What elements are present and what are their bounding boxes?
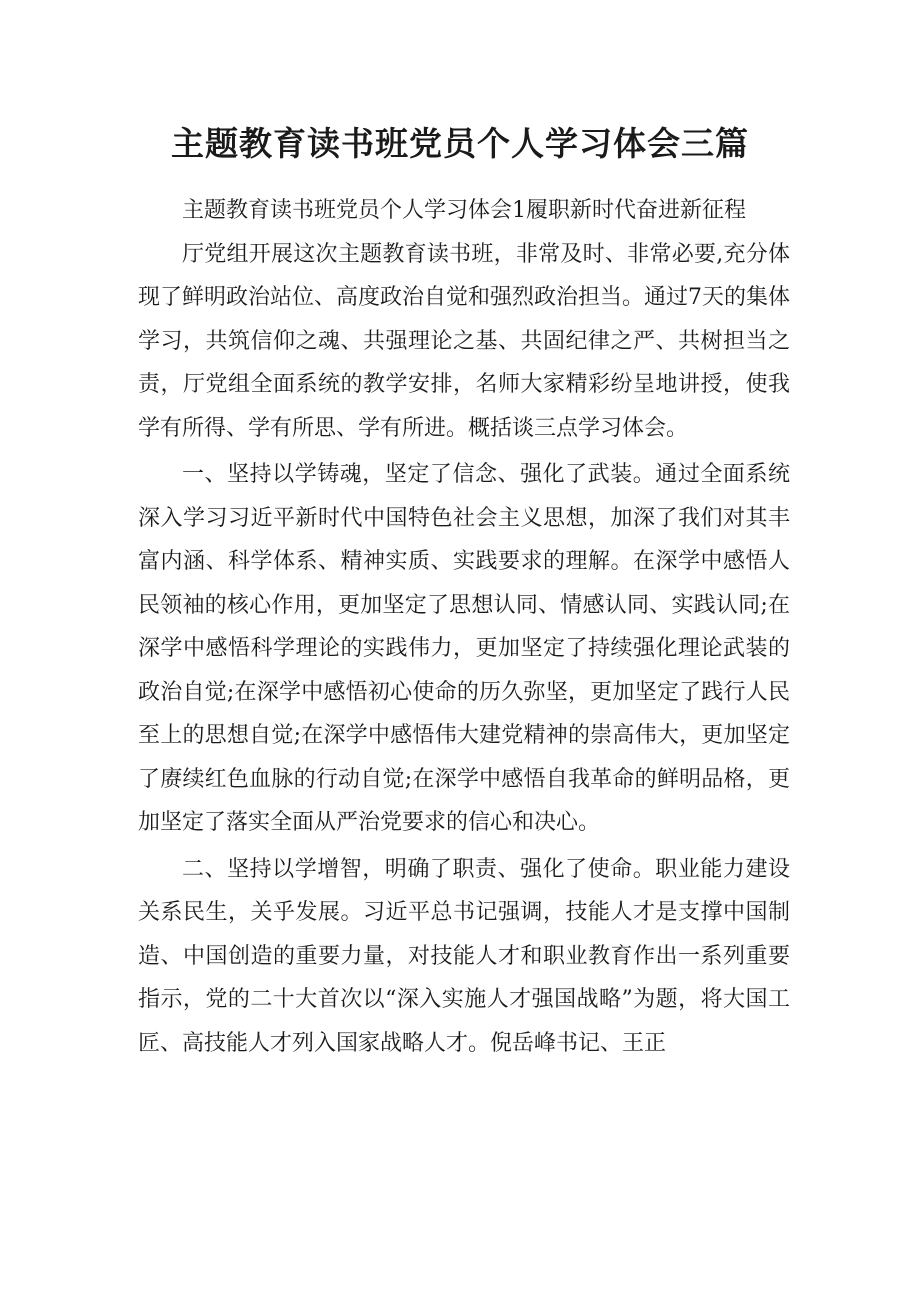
document-body — [138, 189, 790, 1065]
document-title: 主题教育读书班党员个人学习体会三篇 — [171, 124, 749, 163]
section-two-paragraph: 二、坚持以学增智，明确了职责、强化了使命。职业能力建设关系民生，关乎发展。习近平总书记强调，技能人才是支撑中国制造、中国创造的重要力量，对技能人才和职业教育作出一系列重要指示，党的二十大首次以“深入实施人才强国战略”为题，将大国工匠、高技能人才列入国家战略人才。倪岳峰书记、王正 — [138, 856, 790, 1056]
section-one-paragraph: 一、坚持以学铸魂，坚定了信念、强化了武装。通过全面系统深入学习习近平新时代中国特色社会主义思想，加深了我们对其丰富内涵、科学体系、精神实质、实践要求的理解。在深学中感悟人民领袖的核心作用，更加坚定了思想认同、情感认同、实践认同;在深学中感悟科学理论的实践伟力，更加坚定了持续强化理论武装的政治自觉;在深学中感悟初心使命的历久弥坚，更加坚定了践行人民至上的思想自觉;在深学中感悟伟大建党精神的崇高伟大，更加坚定了赓续红色血脉的行动自觉;在深学中感悟自我革命的鲜明品格，更加坚定了落实全面从严治党要求的信心和决心。 — [138, 462, 790, 835]
intro-paragraph: 厅党组开展这次主题教育读书班，非常及时、非常必要,充分体现了鲜明政治站位、高度政治自觉和强烈政治担当。通过7天的集体学习，共筑信仰之魂、共强理论之基、共固纪律之严、共树担当之责，厅党组全面系统的教学安排，名师大家精彩纷呈地讲授，使我学有所得、学有所思、学有所进。概括谈三点学习体会。 — [138, 241, 790, 441]
subtitle-paragraph: 主题教育读书班党员个人学习体会1履职新时代奋进新征程 — [182, 198, 746, 223]
